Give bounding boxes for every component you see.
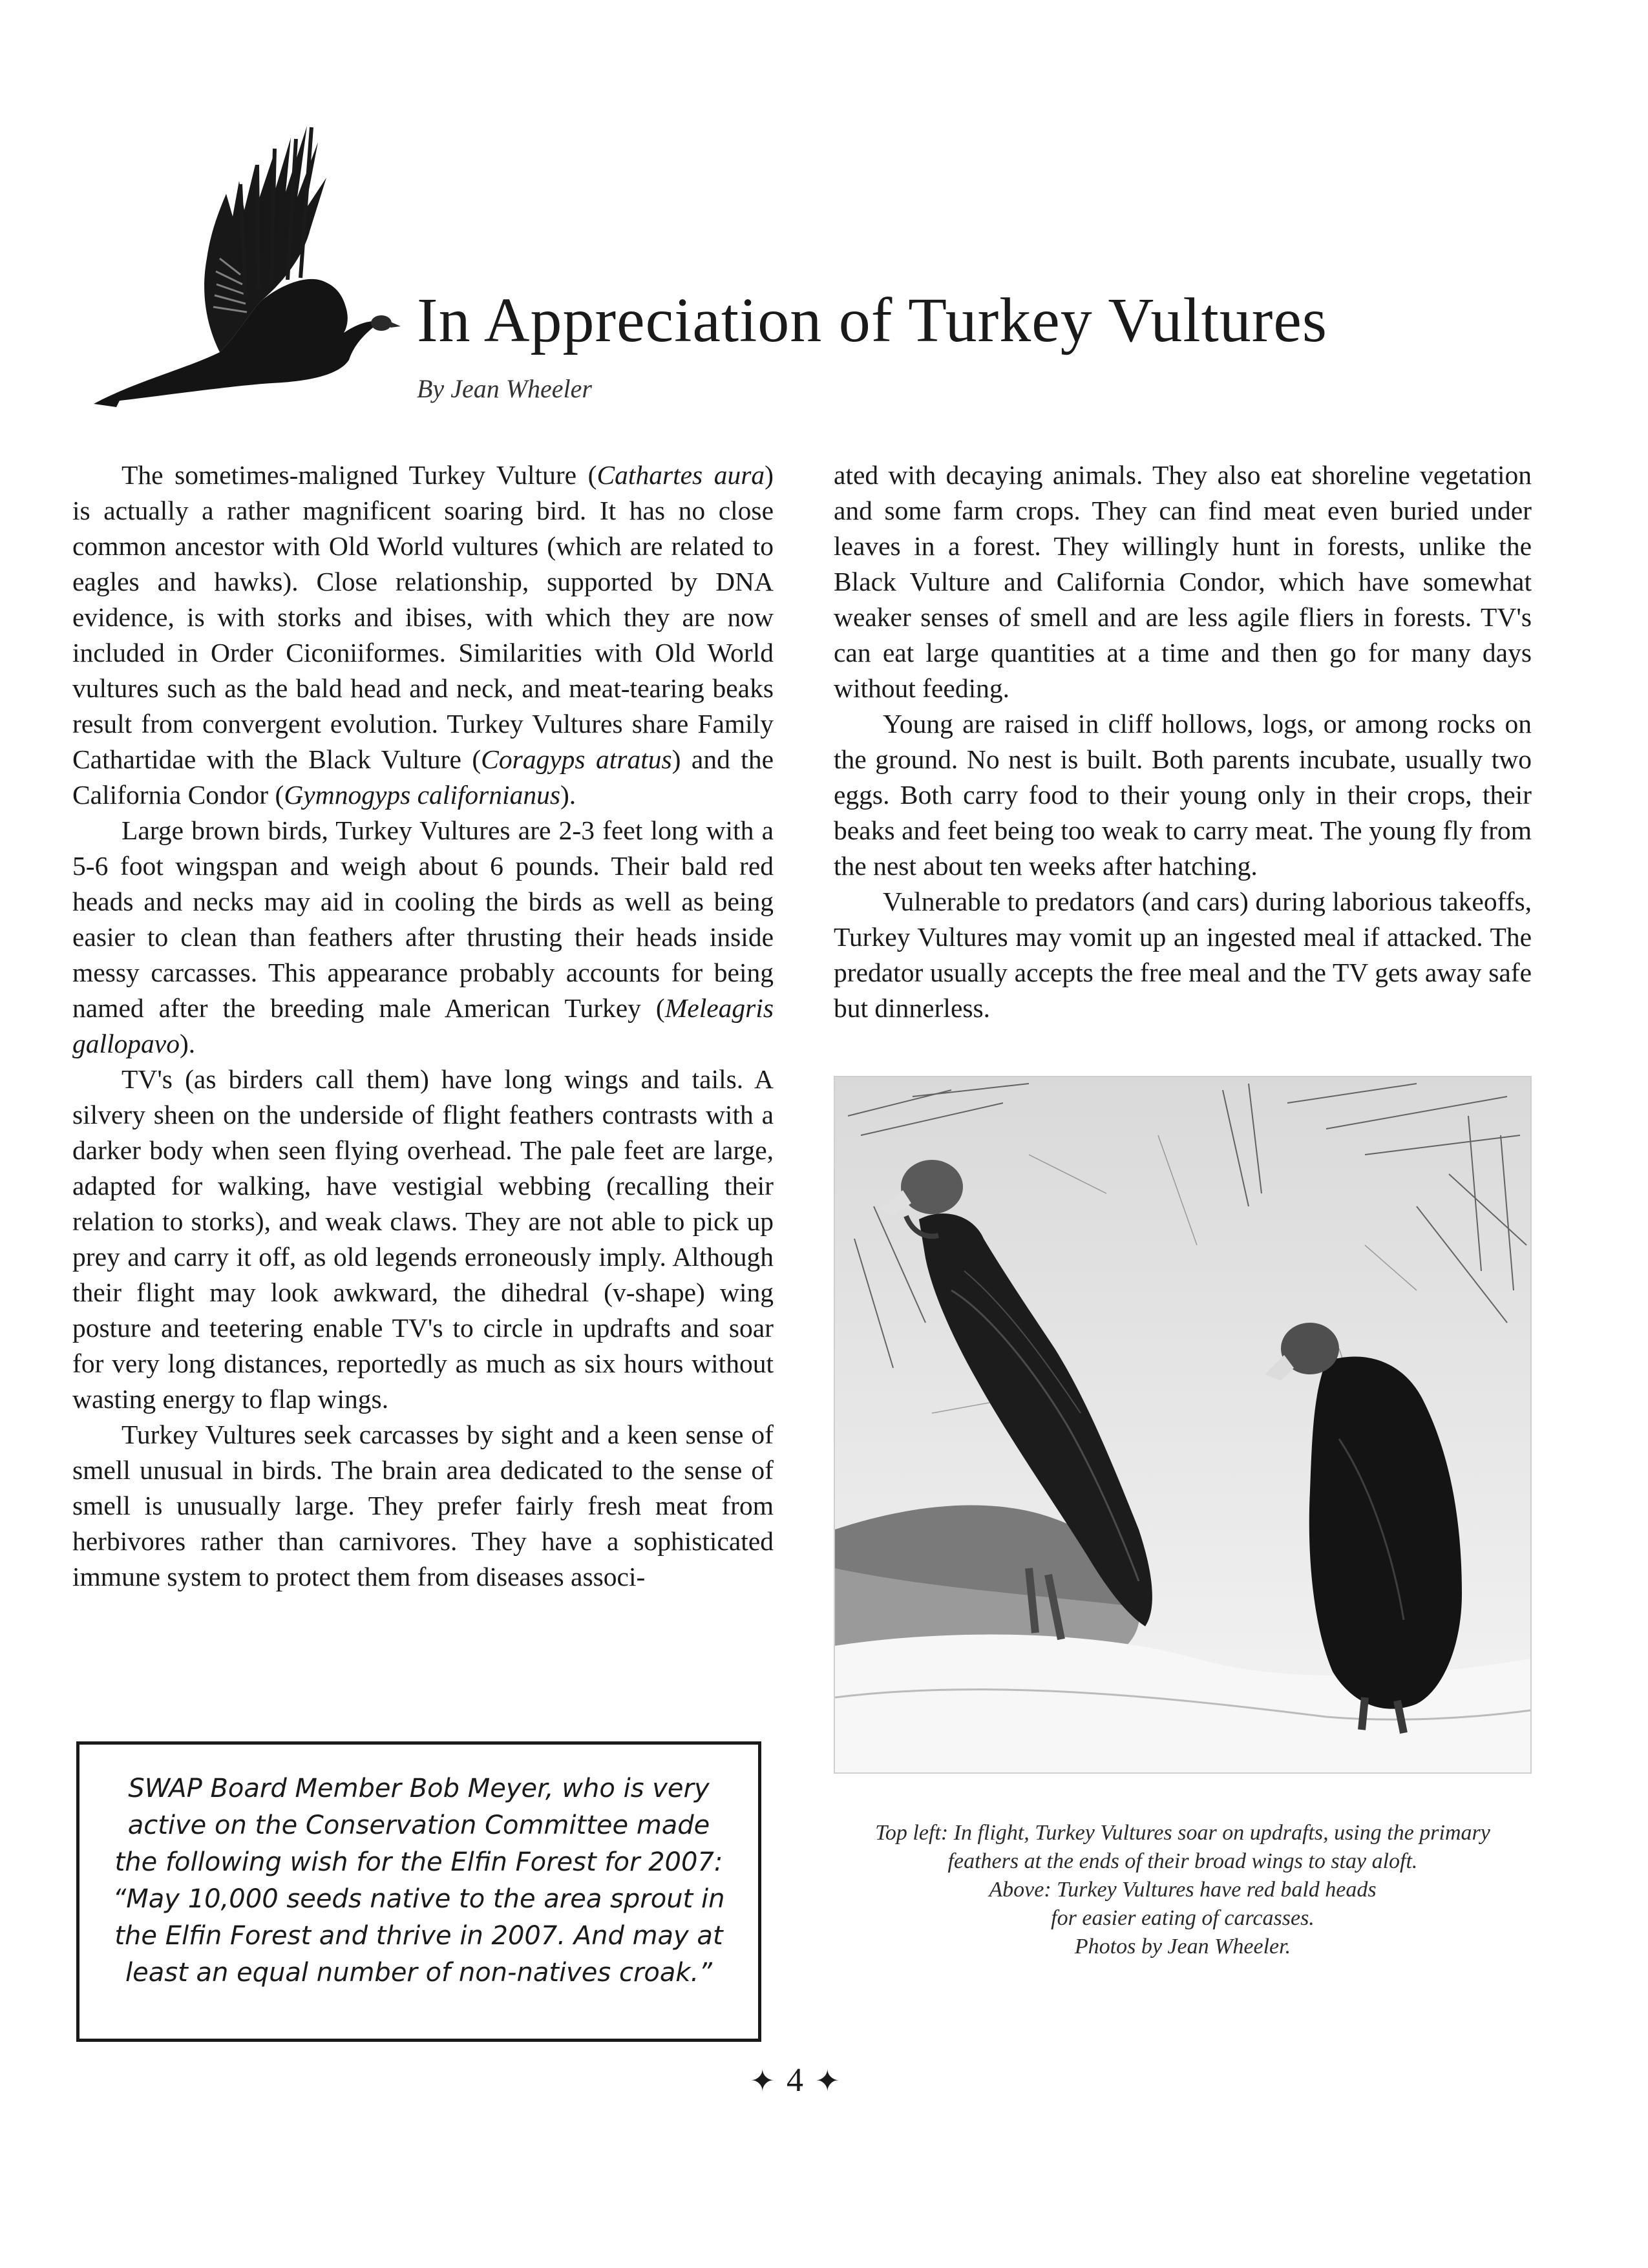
paragraph-flight-text: TV's (as birders call them) have long wings and tails. A silvery sheen on the underside of flight feathers contrasts with a darker body when seen flying overhead. The pale feet are large, adapted for walking, have vestigial webbing (recalling their relation to storks), and weak claws. They are not able to pick up prey and carry it off, as old legends erroneously imply. Although their flight may look awkward, the dihedral (v-shape) wing posture and teetering enable TV's to circle in updrafts and soar for very long distances, reportedly as much as six hours without wasting energy to flap wings. (72, 1064, 774, 1414)
article-left-column (72, 457, 774, 1595)
photo-caption-line-5: Photos by Jean Wheeler. (1074, 1935, 1291, 1958)
page-number-text: 4 (787, 2062, 803, 2099)
ornament-right-icon: ✦ (815, 2064, 840, 2097)
article-byline: By Jean Wheeler (417, 374, 592, 403)
paragraph-young-text: Young are raised in cliff hollows, logs, or among rocks on the ground. No nest is built. Both parents incubate, usually two eggs. Both carry food to their young only in their crops, their beaks and feet being too weak to carry meat. The young fly from the nest about ten weeks after hatching. (834, 709, 1532, 881)
paragraph-predators (834, 884, 1532, 1026)
vultures-perched-photo (834, 1076, 1532, 1774)
paragraph-young (834, 706, 1532, 884)
paragraph-intro-text: The sometimes-maligned Turkey Vulture (Cathartes aura) is actually a rather magnificent soaring bird. It has no close common ancestor with Old World vultures (which are related to eagles and hawks). Close relationship, supported by DNA evidence, is with storks and ibises, with which they are now included in Order Ciconiiformes. Similarities with Old World vultures such as the bald head and neck, and meat-tearing beaks result from convergent evolution. Turkey Vultures share Family Cathartidae with the Black Vulture (Coragyps atratus) and the California Condor (Gymnogyps californianus). (72, 460, 774, 810)
paragraph-predators-text: Vulnerable to predators (and cars) during laborious takeoffs, Turkey Vultures may vomit up an ingested meal if attacked. The predator usually accepts the free meal and the TV gets away safe but dinnerless. (834, 887, 1532, 1023)
photo-caption (834, 1819, 1532, 1961)
article-right-column (834, 457, 1532, 1026)
vulture-in-flight-image (78, 120, 414, 410)
paragraph-description-text: Large brown birds, Turkey Vultures are 2-3 feet long with a 5-6 foot wingspan and weigh about 6 pounds. Their bald red heads and necks may aid in cooling the birds as well as being easier to clean than feathers after thrusting their heads inside messy carcasses. This appearance probably accounts for being named after the breeding male American Turkey (Meleagris gallopavo). (72, 815, 774, 1058)
photo-caption-line-2: feathers at the ends of their broad wings to stay aloft. (947, 1849, 1418, 1873)
wish-box-intro: SWAP Board Member Bob Meyer, who is very active on the Conservation Committee made the following wish for the Elfin Forest for 2007: (114, 1774, 723, 1877)
photo-caption-line-1: Top left: In flight, Turkey Vultures soar on updrafts, using the primary (875, 1821, 1490, 1845)
photo-caption-line-4: for easier eating of carcasses. (1051, 1906, 1315, 1930)
photo-caption-line-3: Above: Turkey Vultures have red bald heads (989, 1878, 1377, 1902)
paragraph-senses-text: Turkey Vultures seek carcasses by sight and a keen sense of smell unusual in birds. The brain area dedicated to the sense of smell is unusually large. They prefer fairly fresh meat from herbivores rather than carnivores. They have a sophisticated immune system to protect them from diseases associ- (72, 1420, 774, 1591)
paragraph-senses-continued (834, 457, 1532, 706)
paragraph-senses-continued-text: ated with decaying animals. They also eat shoreline vegetation and some farm crops. They can find meat even buried under leaves in a forest. They willingly hunt in forests, unlike the Black Vulture and California Condor, which have somewhat weaker senses of smell and are less agile fliers in forests. TV's can eat large quantities at a time and then go for many days without feeding. (834, 460, 1532, 703)
wish-box-quote: “May 10,000 seeds native to the area sprout in the Elfin Forest and thrive in 2007. And may at least an equal number of non-natives croak.” (112, 1884, 725, 1988)
article-title: In Appreciation of Turkey Vultures (417, 286, 1328, 355)
paragraph-description (72, 813, 774, 1062)
board-member-wish-box (76, 1741, 761, 2042)
paragraph-senses (72, 1417, 774, 1595)
paragraph-intro (72, 457, 774, 813)
page-number (724, 2061, 866, 2099)
ornament-left-icon: ✦ (750, 2064, 775, 2097)
paragraph-flight (72, 1062, 774, 1417)
